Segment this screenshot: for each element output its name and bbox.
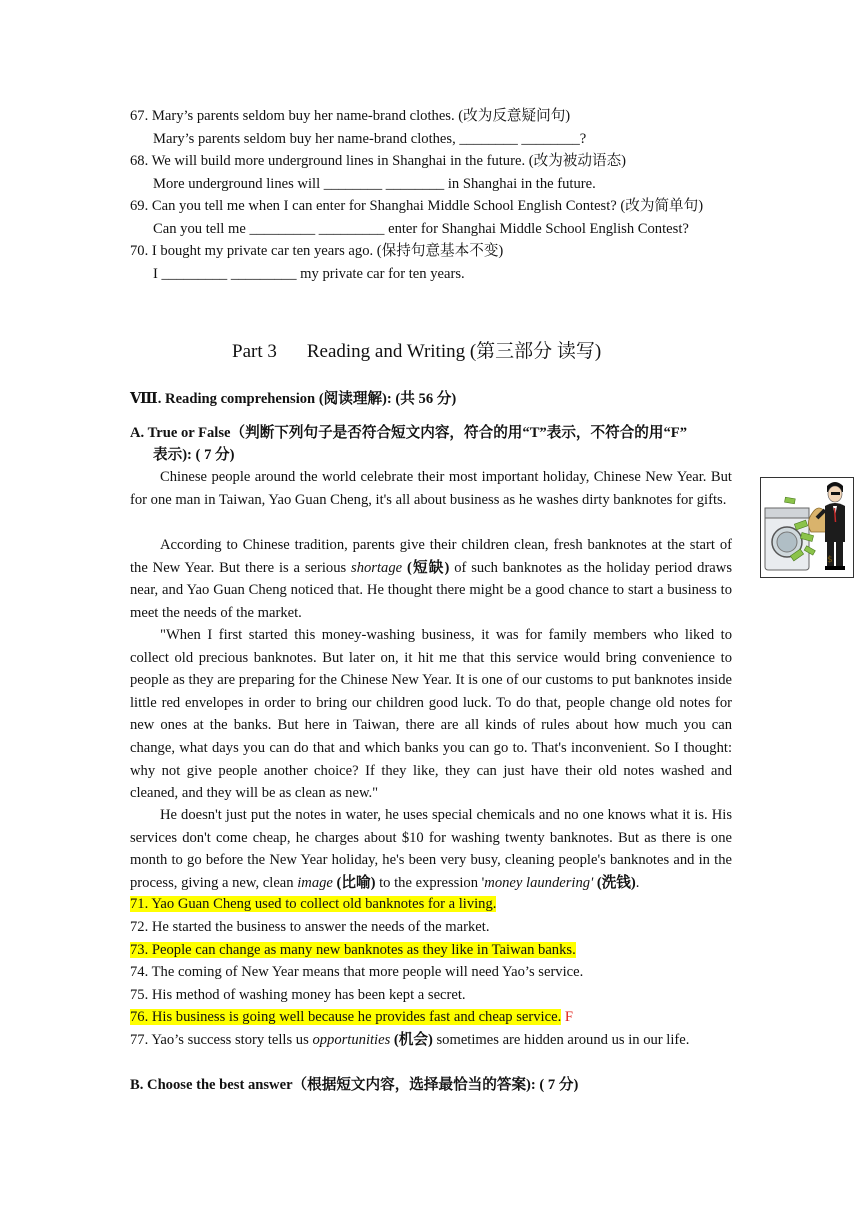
vocab-gloss: (洗钱) <box>593 874 636 891</box>
paragraph-text: He doesn't just put the notes in water, he uses special chemicals and no one knows what it is. His services don't come cheap, he charges about $10 for washing twenty banknotes. But as there is one month to go before the New Year holiday, he's been very busy, cleaning people's banknotes and in the process, giving a new, clean <box>130 807 732 891</box>
statement-text: 74. The coming of New Year means that more people will need Yao’s service. <box>130 964 584 980</box>
answer-line-68: More underground lines will ________ ________ in Shanghai in the future. <box>153 176 596 192</box>
statement-text: 72. He started the business to answer the needs of the market. <box>130 919 490 935</box>
statement-text: 77. Yao’s success story tells us <box>130 1032 313 1048</box>
part-label: Part 3 <box>232 341 277 362</box>
answer-mark: F <box>564 1009 573 1025</box>
paragraph-text: of such banknotes as the holiday period draws near, and Yao Guan Cheng noticed that. He thought there might be a good chance to start a business to meet the needs of the market. <box>130 559 732 621</box>
statement-72 <box>130 917 489 937</box>
part-title <box>232 340 601 364</box>
answer-line-67: Mary’s parents seldom buy her name-brand clothes, ________ ________? <box>153 131 587 147</box>
statement-71 <box>130 894 496 914</box>
statement-text: 75. His method of washing money has been kept a secret. <box>130 987 466 1003</box>
passage-paragraph-4 <box>130 804 732 894</box>
statement-text: sometimes are hidden around us in our life. <box>432 1032 690 1048</box>
vocab-word-money-laundering: money laundering' <box>484 874 594 891</box>
paragraph-text: to the expression ' <box>375 874 485 891</box>
section-b-heading: B. Choose the best answer（根据短文内容，选择最恰当的答案): ( 7 分) <box>130 1077 579 1093</box>
question-67: 67. Mary’s parents seldom buy her name-brand clothes. (改为反意疑问句) <box>130 108 571 124</box>
statement-75 <box>130 985 466 1005</box>
statement-text: 73. People can change as many new banknotes as they like in Taiwan banks. <box>130 942 576 958</box>
question-68: 68. We will build more underground lines in Shanghai in the future. (改为被动语态) <box>130 153 627 169</box>
passage-paragraph-1: Chinese people around the world celebrate their most important holiday, Chinese New Year. But for one man in Taiwan, Yao Guan Cheng, it's all about business as he washes dirty banknotes for gifts. <box>130 469 732 508</box>
statement-text: 71. Yao Guan Cheng used to collect old banknotes for a living. <box>130 896 497 912</box>
passage-paragraph-2 <box>130 534 732 624</box>
statement-77 <box>130 1030 689 1050</box>
section-8-heading: Ⅷ. Reading comprehension (阅读理解): (共 56 分) <box>130 391 457 407</box>
vocab-gloss: (比喻) <box>332 874 376 891</box>
vocab-word-opportunities: opportunities <box>312 1032 391 1048</box>
statement-74 <box>130 962 583 982</box>
paragraph-text: . <box>635 874 640 891</box>
vocab-gloss: (机会) <box>390 1032 433 1048</box>
statement-73 <box>130 940 576 960</box>
question-70: 70. I bought my private car ten years ago. (保持句意基本不变) <box>130 243 504 259</box>
passage-paragraph-3: "When I first started this money-washing business, it was for family members who liked to collect old precious banknotes. But later on, it hit me that this service would bring convenience to people as they are preparing for the Chinese New Year. It is one of our customs to put banknotes inside little red envelopes in order to bring our children good luck. To do that, people change old notes for new ones at the banks. But here in Taiwan, there are all kinds of rules about how much you can change, what days you can do that and which banks you can go to. That's inconvenient. So I thought: why not give people another choice? If they like, they can just have their old notes washed and cleaned, and they will be as clean as new." <box>130 627 732 802</box>
answer-line-69: Can you tell me _________ _________ enter for Shanghai Middle School English Contest? <box>153 221 689 237</box>
money-washing-machine-illustration <box>760 477 854 578</box>
section-a-heading-line1: A. True or False（判断下列句子是否符合短文内容，符合的用“T”表示，不符合的用“F” <box>130 425 687 441</box>
part-heading: Reading and Writing (第三部分 读写) <box>306 341 602 362</box>
statement-text: 76. His business is going well because he provides fast and cheap service. <box>130 1009 562 1025</box>
answer-line-70: I _________ _________ my private car for ten years. <box>153 266 465 282</box>
vocab-word-shortage: shortage <box>351 559 403 576</box>
section-a-heading-line2: 表示): ( 7 分) <box>153 447 235 463</box>
statement-76 <box>130 1007 573 1027</box>
vocab-gloss: (短缺) <box>402 559 450 576</box>
vocab-word-image: image <box>297 874 333 891</box>
question-69: 69. Can you tell me when I can enter for Shanghai Middle School English Contest? (改为简单句) <box>130 198 704 214</box>
paragraph-text: According to Chinese tradition, parents give their children clean, fresh banknotes at the start of the New Year. But there is a serious <box>130 537 732 576</box>
dollar-icon: $ <box>827 555 833 565</box>
